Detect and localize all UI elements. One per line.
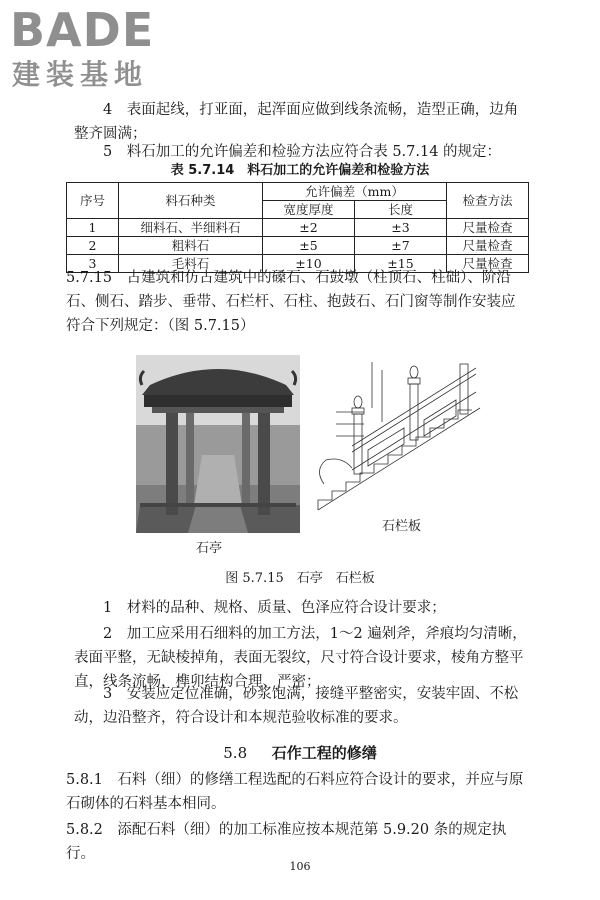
section-title: 石作工程的修缮 xyxy=(271,744,377,762)
cell-length: ±3 xyxy=(355,219,447,237)
section-heading xyxy=(0,742,600,764)
table-row xyxy=(67,237,529,255)
cell-method: 尺量检查 xyxy=(447,219,529,237)
header-length: 长度 xyxy=(355,201,447,219)
cell-length: ±7 xyxy=(355,237,447,255)
cell-method: 尺量检查 xyxy=(447,255,529,273)
cell-type: 毛料石 xyxy=(119,255,263,273)
bade-logo xyxy=(10,3,180,96)
item-5-text: 5 料石加工的允许偏差和检验方法应符合表 5.7.14 的规定： xyxy=(103,144,502,160)
item-4-text: 4 表面起线，打亚面，起浑面应做到线条流畅，造型正确，边角整齐圆满； xyxy=(74,102,519,142)
figure-label-pavilion: 石亭 xyxy=(196,541,223,556)
stone-balustrade-drawing xyxy=(312,360,482,512)
header-seq: 序号 xyxy=(67,183,119,219)
cell-method: 尺量检查 xyxy=(447,237,529,255)
header-tolerance: 允许偏差（mm） xyxy=(263,183,447,201)
table-title: 表 5.7.14 料石加工的允许偏差和检验方法 xyxy=(170,163,430,178)
tolerance-table xyxy=(66,182,529,273)
clause-5-8-2: 5.8.2 添配石料（细）的加工标准应按本规范第 5.9.20 条的规定执行。 xyxy=(66,822,507,862)
cell-type: 粗料石 xyxy=(119,237,263,255)
section-number: 5.8 xyxy=(223,744,248,762)
header-width: 宽度厚度 xyxy=(263,201,355,219)
clause-5-8-1: 5.8.1 石料（细）的修缮工程选配的石料应符合设计的要求，并应与原石砌体的石料基本相同。 xyxy=(66,772,524,812)
requirement-3: 3 安装应定位准确，砂浆饱满，接缝平整密实，安装牢固、不松动，边沿整齐，符合设计和本规范验收标准的要求。 xyxy=(74,686,519,726)
stone-pavilion-image xyxy=(136,355,300,533)
page-number: 106 xyxy=(289,860,311,873)
cell-seq: 1 xyxy=(67,219,119,237)
cell-width: ±2 xyxy=(263,219,355,237)
logo-chinese: 建装基地 xyxy=(12,58,149,91)
figure-label-balustrade: 石栏板 xyxy=(382,519,422,534)
requirement-2: 2 加工应采用石细料的加工方法，1～2 遍剁斧，斧痕均匀清晰，表面平整，无缺棱掉角，表面无裂纹，尺寸符合设计要求，棱角方整平直，线条流畅，榫卯结构合理、严密； xyxy=(74,626,527,690)
header-type: 料石种类 xyxy=(119,183,263,219)
cell-seq: 2 xyxy=(67,237,119,255)
cell-type: 细料石、半细料石 xyxy=(119,219,263,237)
cell-width: ±5 xyxy=(263,237,355,255)
clause-5-7-15: 5.7.15 古建筑和仿古建筑中的磉石、石鼓墩（柱顶石、柱础）、阶沿石、侧石、踏步、垂带、石栏杆、石柱、抱鼓石、石门窗等制作安装应符合下列规定：（图 5.7.15） xyxy=(66,270,516,334)
header-method: 检查方法 xyxy=(447,183,529,219)
cell-width: ±10 xyxy=(263,255,355,273)
table-row xyxy=(67,219,529,237)
requirement-1: 1 材料的品种、规格、质量、色泽应符合设计要求； xyxy=(103,600,446,616)
logo-wordmark: BADE xyxy=(10,3,155,57)
figure-caption: 图 5.7.15 石亭 石栏板 xyxy=(225,571,375,586)
cell-length: ±15 xyxy=(355,255,447,273)
cell-seq: 3 xyxy=(67,255,119,273)
